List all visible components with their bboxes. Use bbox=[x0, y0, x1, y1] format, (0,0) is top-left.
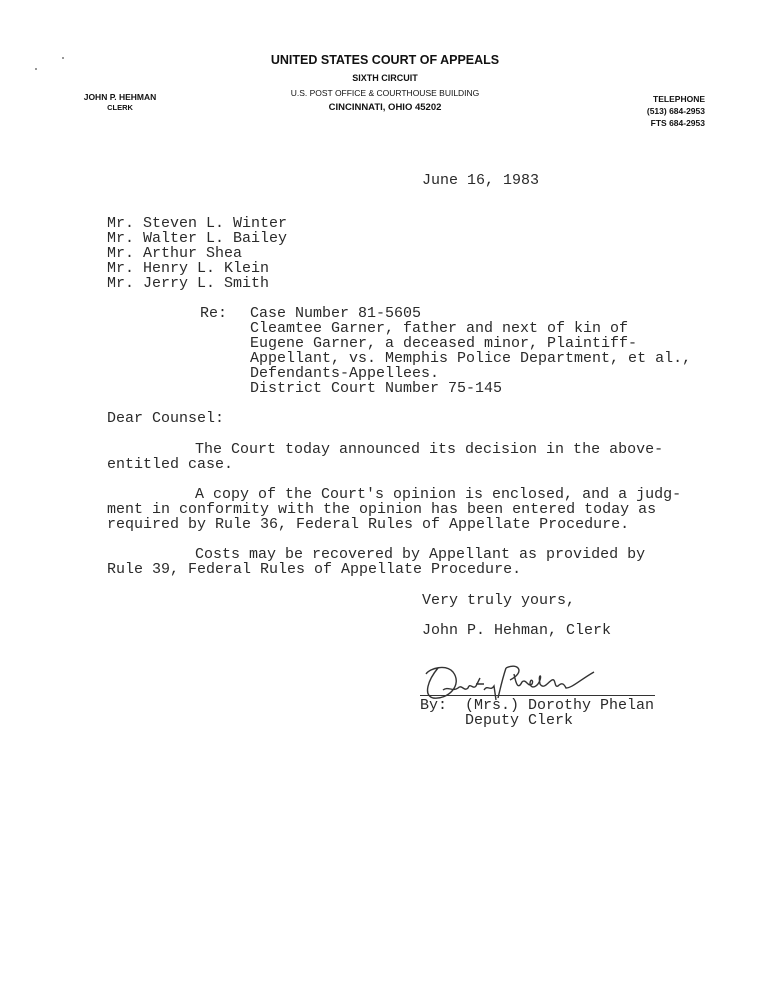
circuit: SIXTH CIRCUIT bbox=[352, 73, 418, 83]
building: U.S. POST OFFICE & COURTHOUSE BUILDING bbox=[290, 88, 480, 98]
telephone-label: TELEPHONE bbox=[653, 94, 705, 104]
recipient: Mr. Steven L. Winter bbox=[107, 215, 288, 232]
paragraph-line: ment in conformity with the opinion has been entered today as bbox=[107, 501, 657, 518]
by-label: By: bbox=[420, 697, 448, 714]
telephone: (513) 684-2953 bbox=[646, 106, 705, 116]
recipient: Mr. Henry L. Klein bbox=[107, 260, 270, 277]
paragraph-line: entitled case. bbox=[107, 456, 234, 473]
re-line: Appellant, vs. Memphis Police Department, et al., bbox=[250, 350, 692, 367]
recipient: Mr. Walter L. Bailey bbox=[107, 230, 288, 247]
salutation: Dear Counsel: bbox=[107, 410, 225, 427]
paragraph-line: A copy of the Court's opinion is enclosed, and a judg- bbox=[195, 486, 682, 503]
recipient: Mr. Jerry L. Smith bbox=[107, 275, 270, 292]
re-line: Defendants-Appellees. bbox=[250, 365, 440, 382]
signer: John P. Hehman, Clerk bbox=[422, 622, 612, 639]
closing: Very truly yours, bbox=[422, 592, 576, 609]
paragraph-line: required by Rule 36, Federal Rules of Appellate Procedure. bbox=[107, 516, 630, 533]
deputy-name: (Mrs.) Dorothy Phelan bbox=[465, 697, 655, 714]
re-line: Eugene Garner, a deceased minor, Plaintiff- bbox=[250, 335, 638, 352]
re-line: Cleamtee Garner, father and next of kin of bbox=[250, 320, 629, 337]
court-name: UNITED STATES COURT OF APPEALS bbox=[270, 53, 500, 67]
speck bbox=[62, 57, 64, 59]
clerk-name: JOHN P. HEHMAN bbox=[83, 92, 157, 102]
deputy-title: Deputy Clerk bbox=[465, 712, 574, 729]
re-label: Re: bbox=[200, 305, 228, 322]
speck bbox=[35, 68, 37, 70]
re-line: Case Number 81-5605 bbox=[250, 305, 422, 322]
fts-number: FTS 684-2953 bbox=[650, 118, 705, 128]
paragraph-line: The Court today announced its decision in the above- bbox=[195, 441, 664, 458]
paragraph-line: Rule 39, Federal Rules of Appellate Procedure. bbox=[107, 561, 522, 578]
paragraph-line: Costs may be recovered by Appellant as provided by bbox=[195, 546, 646, 563]
re-line: District Court Number 75-145 bbox=[250, 380, 503, 397]
letter-date: June 16, 1983 bbox=[422, 172, 540, 189]
signature-line bbox=[420, 695, 655, 696]
city: CINCINNATI, OHIO 45202 bbox=[328, 102, 442, 113]
clerk-title: CLERK bbox=[107, 103, 133, 112]
recipient: Mr. Arthur Shea bbox=[107, 245, 243, 262]
